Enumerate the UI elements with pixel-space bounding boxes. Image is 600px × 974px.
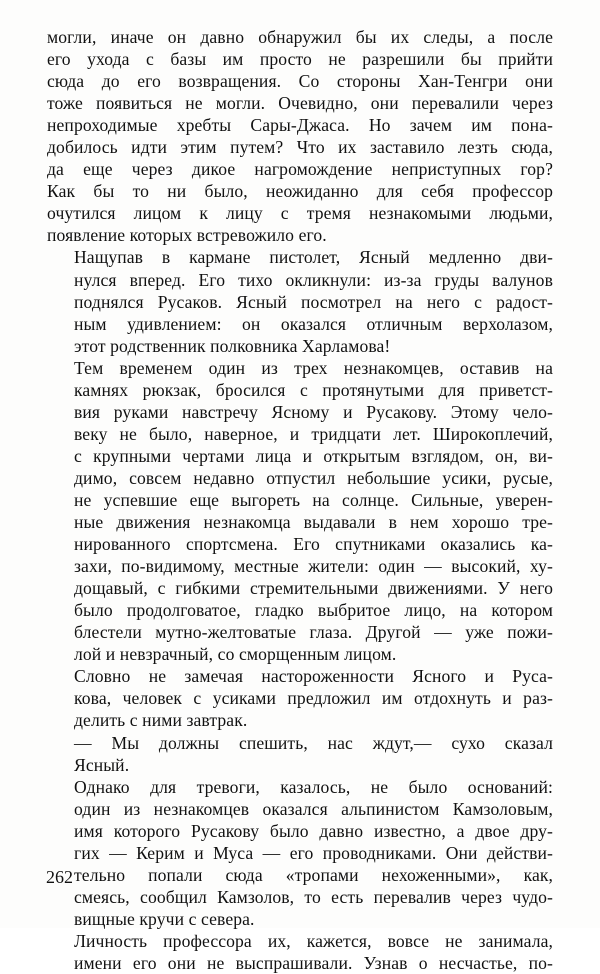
text-line: смеясь, сообщил Камзолов, то есть перевалив через чудо-: [74, 886, 553, 907]
text-line: нированного спортсмена. Его спутниками оказались ка-: [74, 534, 553, 555]
paragraph-4: [47, 665, 553, 731]
paragraph-2: [47, 246, 553, 356]
text-line: вищные кручи с севера.: [74, 908, 255, 929]
text-line: гих — Керим и Муса — его проводниками. Они действи-: [74, 842, 553, 863]
text-line: Тем временем один из трех незнакомцев, оставив на: [74, 357, 553, 378]
paragraph-5-dialogue: [47, 732, 553, 776]
text-line: было продолговатое, гладко выбритое лицо, на котором: [74, 600, 553, 621]
text-line: Нащупав в кармане пистолет, Ясный медленно дви-: [74, 247, 553, 268]
text-line: — Мы должны спешить, нас ждут,— сухо сказал: [74, 732, 553, 753]
text-line: Словно не замечая настороженности Ясного и Руса-: [74, 666, 553, 687]
text-line: очутился лицом к лицу с тремя незнакомыми людьми,: [47, 203, 553, 224]
text-line: с крупными чертами лица и открытым взглядом, он, ви-: [74, 445, 553, 466]
page-text-column: [47, 26, 553, 974]
text-line: сюда до его возвращения. Со стороны Хан-Тенгри они: [47, 71, 553, 92]
text-line: Однако для тревоги, казалось, не было оснований:: [74, 776, 553, 797]
text-line: захи, по-видимому, местные жители: один — высокий, ху-: [74, 556, 553, 577]
text-line: кова, человек с усиками предложил им отдохнуть и раз-: [74, 688, 553, 709]
text-line: имя которого Русакову было давно известно, а двое дру-: [74, 820, 553, 841]
text-line: непроходимые хребты Сары-Джаса. Но зачем им пона-: [47, 115, 553, 136]
text-line: блестели мутно-желтоватые глаза. Другой — уже пожи-: [74, 622, 553, 643]
text-line: вия руками навстречу Ясному и Русакову. Этому чело-: [74, 401, 553, 422]
text-line: тельно попали сюда «тропами нехоженными», как,: [74, 864, 553, 885]
text-line: Личность профессора их, кажется, вовсе не занимала,: [74, 930, 553, 951]
text-line: дощавый, с гибкими стремительными движениями. У него: [74, 578, 553, 599]
text-line: димо, совсем недавно отпустил небольшие усики, русые,: [74, 467, 553, 488]
text-line: имени его они не выспрашивали. Узнав о несчастье, по-: [74, 952, 553, 973]
text-line: да еще через дикое нагромождение неприступных гор?: [47, 159, 553, 180]
text-line: делить с ними завтрак.: [74, 710, 248, 731]
text-line: могли, иначе он давно обнаружил бы их следы, а после: [47, 27, 553, 47]
text-line: Ясный.: [74, 754, 130, 775]
text-line: ные движения незнакомца выдавали в нем хорошо тре-: [74, 512, 553, 533]
text-line: тоже появиться не могли. Очевидно, они перевалили через: [47, 93, 553, 114]
paragraph-6: [47, 776, 553, 930]
text-line: веку не было, наверное, и тридцати лет. Широкоплечий,: [74, 423, 553, 444]
text-line: поднялся Русаков. Ясный посмотрел на него с радост-: [74, 291, 553, 312]
text-line: появление которых встревожило его.: [47, 225, 327, 246]
text-line: нулся вперед. Его тихо окликнули: из-за груды валунов: [74, 269, 553, 290]
text-line: не успевшие еще выгореть на солнце. Сильные, уверен-: [74, 489, 553, 510]
text-line: камнях рюкзак, бросился с протянутыми для приветст-: [74, 379, 553, 400]
paragraph-7: [47, 930, 553, 974]
text-line: этот родственник полковника Харламова!: [74, 335, 391, 356]
text-line: один из незнакомцев оказался альпинистом Камзоловым,: [74, 798, 553, 819]
paragraph-3: [47, 357, 553, 666]
text-line: ным удивлением: он оказался отличным верхолазом,: [74, 313, 553, 334]
page-number: 262: [46, 867, 73, 887]
text-line: лой и невзрачный, со сморщенным лицом.: [74, 644, 397, 665]
text-line: Как бы то ни было, неожиданно для себя профессор: [47, 181, 553, 202]
paragraph-1: [47, 26, 553, 246]
text-line: добилось идти этим путем? Что их заставило лезть сюда,: [47, 137, 553, 158]
text-line: его ухода с базы им просто не разрешили бы прийти: [47, 49, 553, 70]
